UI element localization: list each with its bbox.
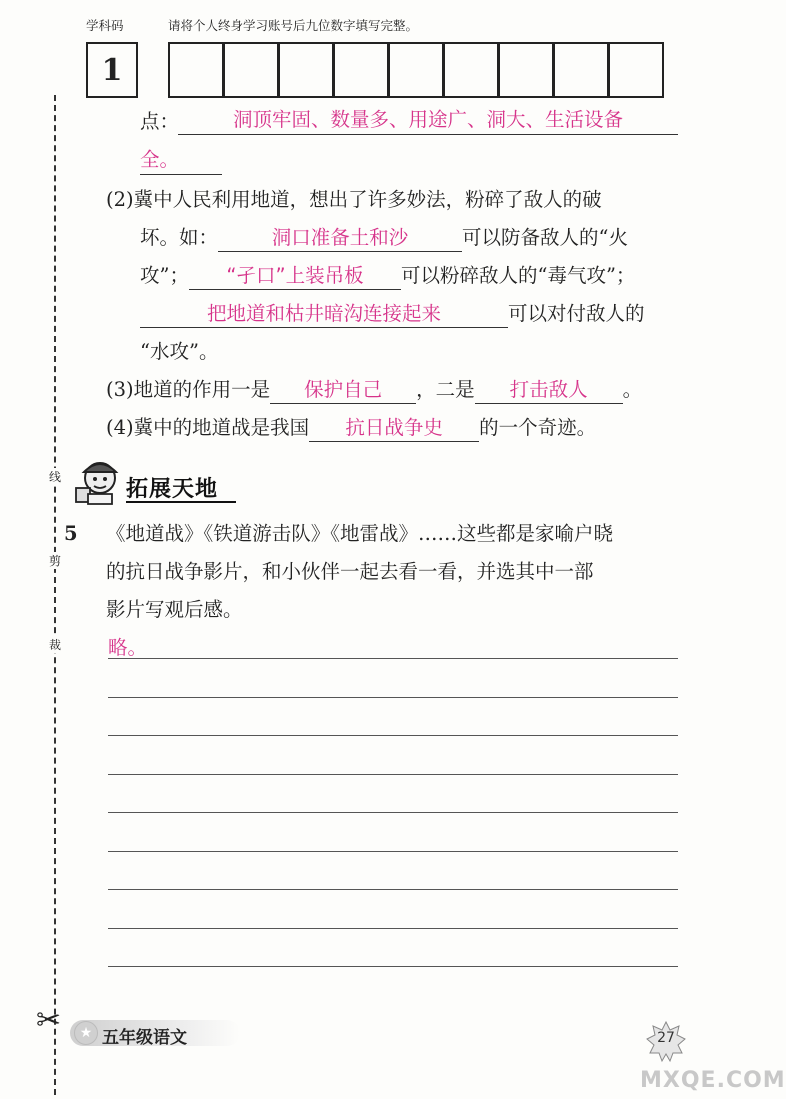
q2-line2 xyxy=(140,224,628,252)
q4-line xyxy=(106,414,596,442)
writing-line xyxy=(108,658,678,659)
q4-prefix: (4)冀中的地道战是我国 xyxy=(106,416,310,439)
account-digit-box[interactable] xyxy=(608,42,664,98)
subject-code-box: 1 xyxy=(86,42,138,98)
q1-answer-line2: 全。 xyxy=(140,146,222,175)
writing-line xyxy=(108,697,678,698)
q2-answer1: 洞口准备土和沙 xyxy=(218,225,462,252)
writing-line xyxy=(108,966,678,967)
cut-line xyxy=(54,95,56,1095)
writing-line xyxy=(108,851,678,852)
q3-line xyxy=(106,376,642,404)
q1-answer-line1: 洞顶牢固、数量多、用途广、洞大、生活设备 xyxy=(178,106,678,135)
star-icon: ★ xyxy=(74,1021,98,1045)
q2-line3-suffix: 可以粉碎敌人的“毒气攻”； xyxy=(400,264,636,287)
writing-line xyxy=(108,774,678,775)
q4-answer: 抗日战争史 xyxy=(309,415,479,442)
subject-code-label: 学科码 xyxy=(86,18,124,33)
account-instruction: 请将个人终身学习账号后九位数字填写完整。 xyxy=(168,18,419,33)
q1-prefix: 点： xyxy=(140,110,180,133)
cut-char-cut: 剪 xyxy=(48,554,61,568)
writing-line xyxy=(108,735,678,736)
q2-line2-suffix: 可以防备敌人的“火 xyxy=(462,226,628,249)
q2-line5: “水攻”。 xyxy=(140,340,219,363)
q2-line4-suffix: 可以对付敌人的 xyxy=(508,302,645,325)
q5-line1: 《地道战》《铁道游击队》《地雷战》……这些都是家喻户晓 xyxy=(106,522,614,545)
account-digit-box[interactable] xyxy=(443,42,499,98)
writing-line xyxy=(108,889,678,890)
page-number: 27 xyxy=(657,1030,675,1046)
account-digit-box[interactable] xyxy=(498,42,554,98)
q5-answer: 略。 xyxy=(108,636,148,659)
q2-line2-prefix: 坏。如： xyxy=(140,226,219,249)
account-digit-box[interactable] xyxy=(278,42,334,98)
q3-suffix: 。 xyxy=(622,378,643,401)
q5-line2: 的抗日战争影片，和小伙伴一起去看一看，并选其中一部 xyxy=(106,560,594,583)
section-title: 拓展天地 xyxy=(126,477,219,502)
q2-answer3: 把地道和枯井暗沟连接起来 xyxy=(140,301,508,328)
q4-suffix: 的一个奇迹。 xyxy=(479,416,597,439)
cut-char-trim: 裁 xyxy=(48,638,61,652)
q5-line3: 影片写观后感。 xyxy=(106,598,243,621)
q2-line3-prefix: 攻”； xyxy=(140,264,189,287)
section-title-underline xyxy=(126,501,236,503)
account-digit-box[interactable] xyxy=(388,42,444,98)
cut-char-line: 线 xyxy=(48,470,61,484)
account-digit-box[interactable] xyxy=(223,42,279,98)
q3-prefix: (3)地道的作用一是 xyxy=(106,378,271,401)
q2-line1: (2)冀中人民利用地道，想出了许多妙法，粉碎了敌人的破 xyxy=(106,188,602,211)
q3-middle: ，二是 xyxy=(416,378,475,401)
watermark: MXQE.COM xyxy=(640,1068,786,1093)
account-digit-box[interactable] xyxy=(553,42,609,98)
book-label: 五年级语文 xyxy=(102,1028,187,1048)
writing-line xyxy=(108,928,678,929)
writing-line xyxy=(108,812,678,813)
account-digit-box[interactable] xyxy=(168,42,224,98)
q5-number: 5 xyxy=(64,522,78,545)
q3-answer2: 打击敌人 xyxy=(475,377,623,404)
account-digit-box[interactable] xyxy=(333,42,389,98)
q2-answer2: “孑口”上装吊板 xyxy=(189,263,401,290)
q2-line4 xyxy=(140,300,645,328)
q3-answer1: 保护自己 xyxy=(270,377,416,404)
q2-line3 xyxy=(140,262,635,290)
scissors-icon: ✂ xyxy=(36,1003,62,1038)
